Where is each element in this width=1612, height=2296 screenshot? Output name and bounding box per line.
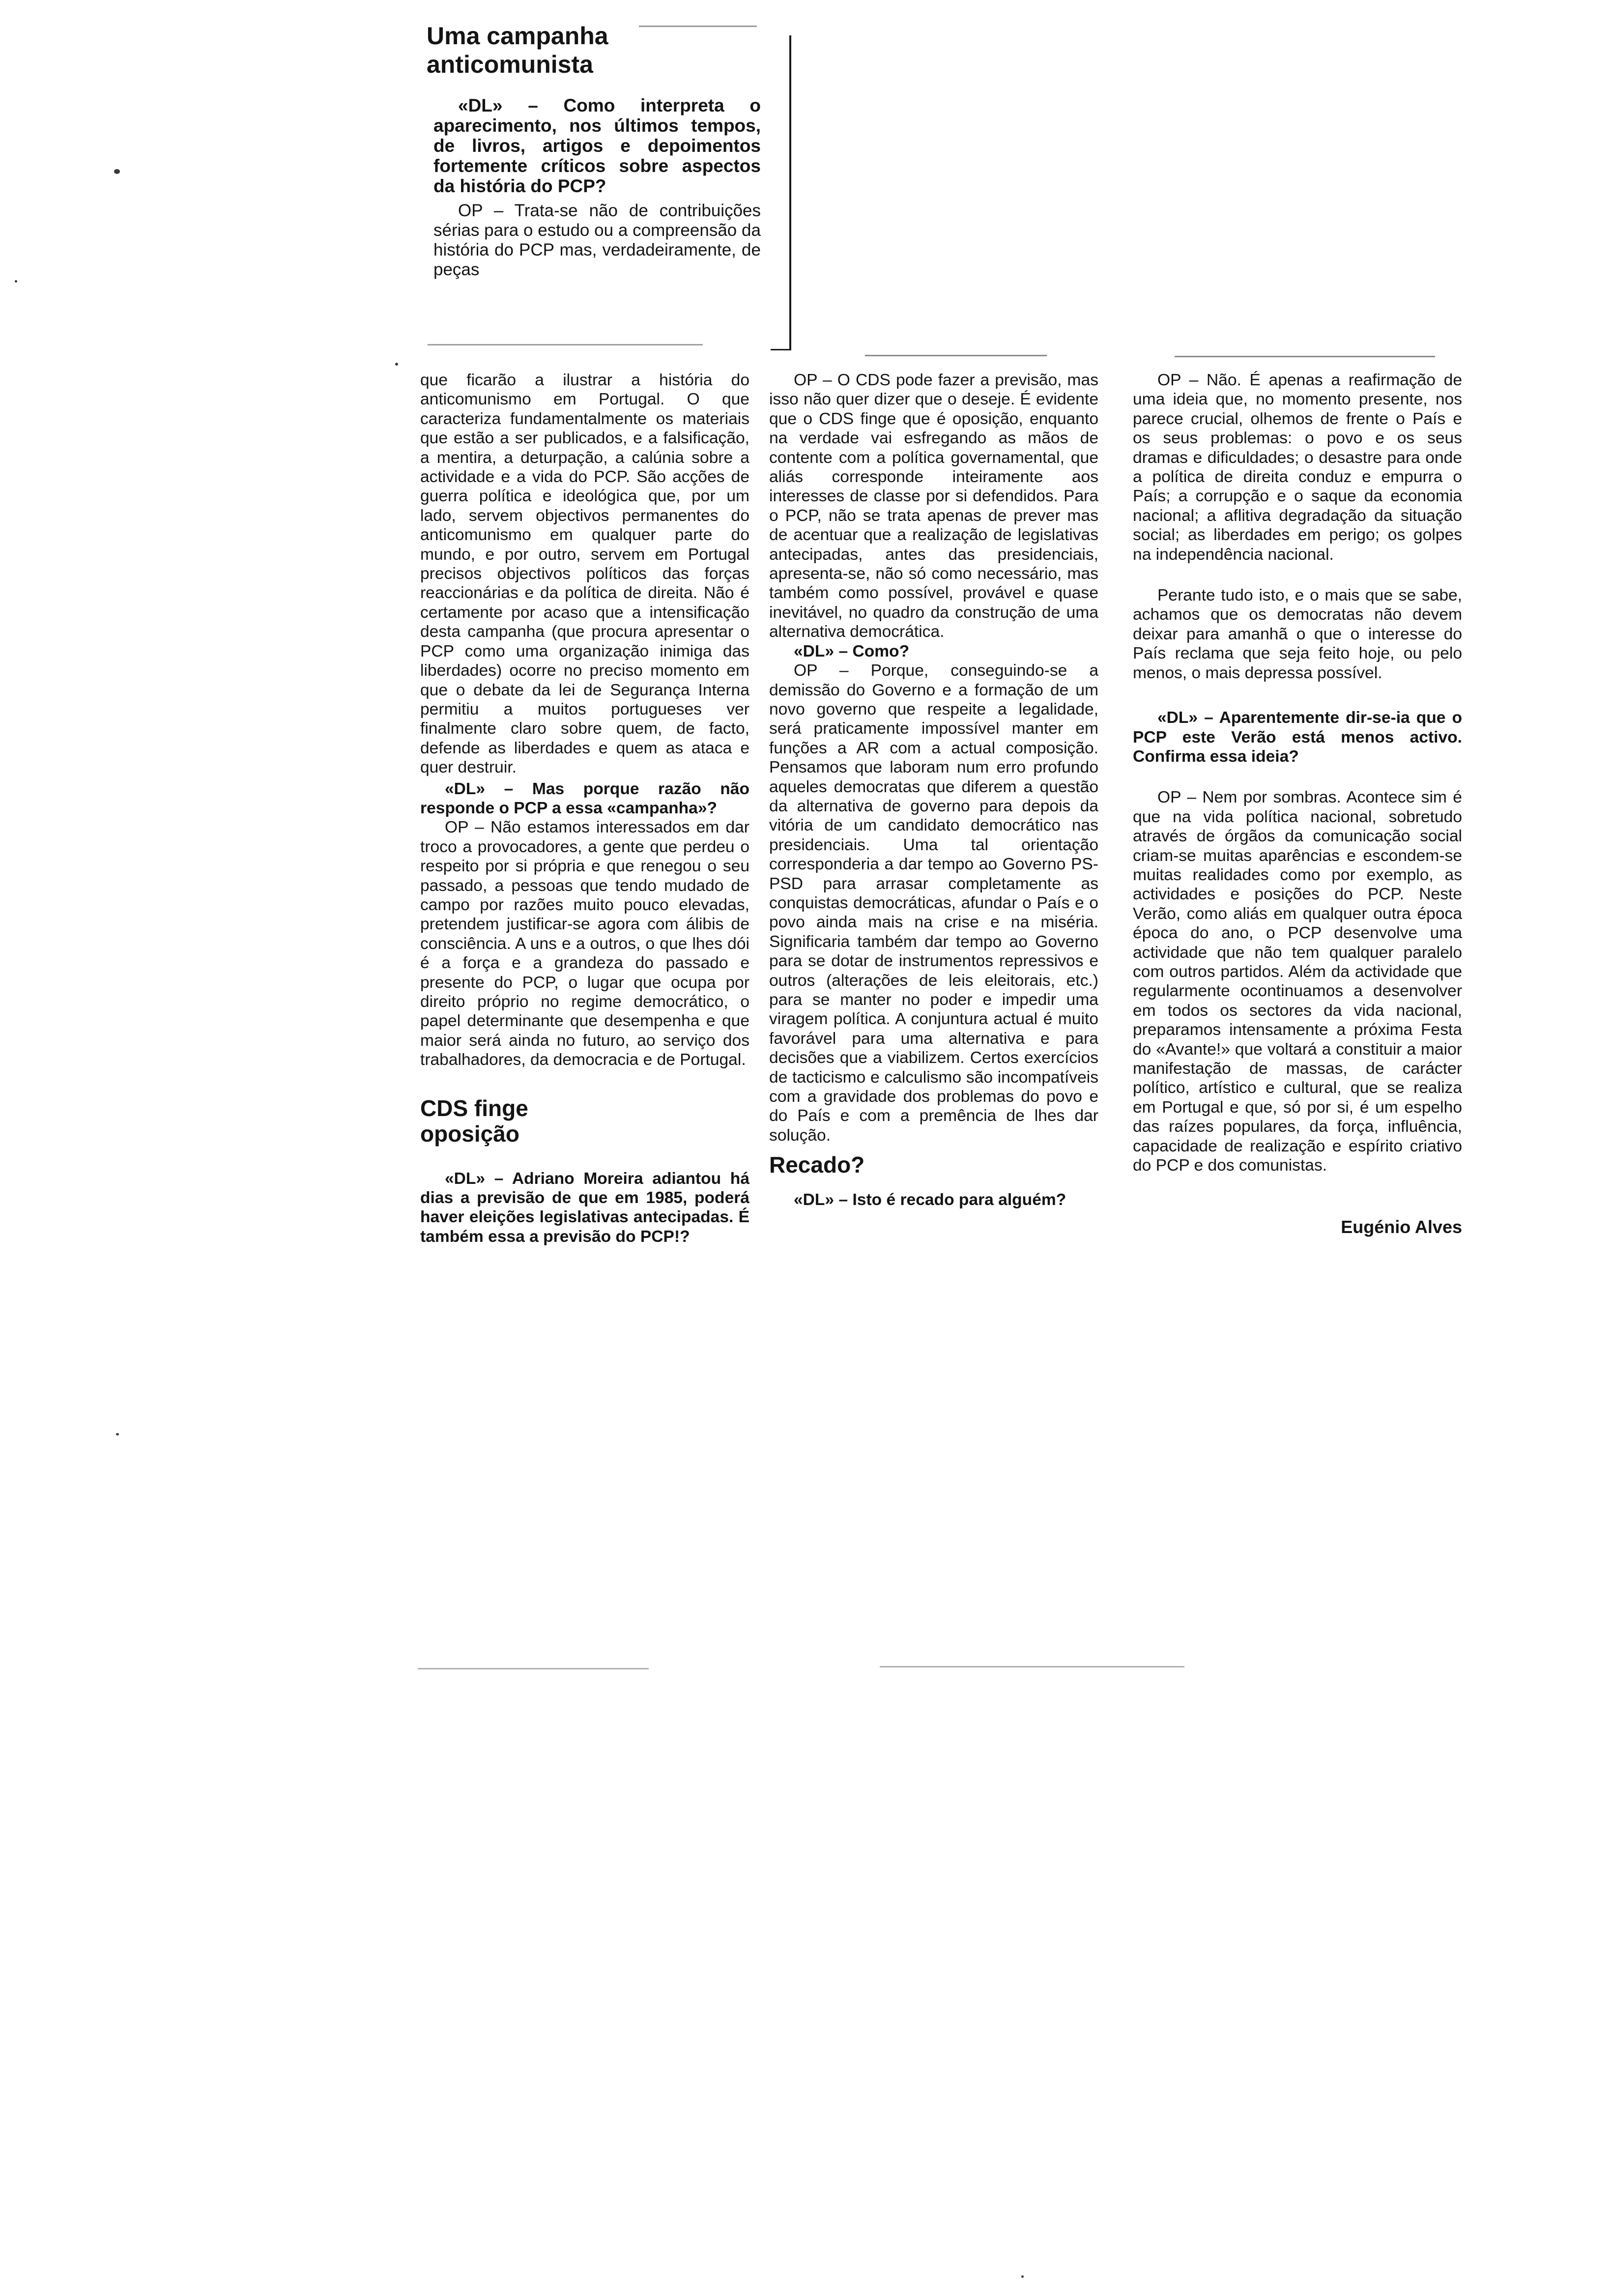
- column-3: [1133, 371, 1462, 1255]
- column-1: [420, 371, 749, 1246]
- scan-speck: [1021, 2275, 1024, 2278]
- scan-dash: [418, 1668, 649, 1669]
- section-heading-cds-line2: oposição: [420, 1120, 519, 1147]
- scan-speck: [114, 169, 120, 174]
- col2-paragraph-1: OP – O CDS pode fazer a previsão, mas isso não quer dizer que o deseje. É evidente que o CDS finge que é oposição, enquanto na verdade vai esfregando as mãos de contente com a política governamental, que aliás corresponde inteiramente aos interesses de classe por si defendidos. Para o PCP, não se trata apenas de prever mas de acentuar que a realização de legislativas antecipadas, antes das presidenciais, apresenta-se, não só como necessário, mas também como possível, provável e quase inevitável, no quadro da construção de uma alternativa democrática.: [769, 371, 1098, 641]
- scan-speck: [116, 1433, 119, 1435]
- intro-title-line1: Uma campanha: [427, 22, 608, 50]
- scan-speck: [15, 280, 17, 283]
- intro-question: «DL» – Como interpreta o aparecimento, nos últimos tempos, de livros, artigos e depoimentos fortemente críticos sobre aspectos da história do PCP?: [433, 95, 761, 196]
- intro-title-line2: anticomunista: [427, 51, 593, 78]
- scan-dash: [865, 355, 1047, 356]
- col1-question-3: «DL» – Adriano Moreira adiantou há dias a previsão de que em 1985, poderá haver eleições legislativas antecipadas. É também essa a previsão do PCP!?: [420, 1169, 749, 1246]
- col2-question-3: «DL» – Isto é recado para alguém?: [794, 1191, 1066, 1209]
- scan-dash: [1175, 356, 1435, 357]
- col1-paragraph-1: que ficarão a ilustrar a história do anticomunismo em Portugal. O que caracteriza fundamentalmente os materiais que estão a ser publicados, e a falsificação, a mentira, a deturpação, a calúnia sobre a actividade e a vida do PCP. São acções de guerra política e ideológica que, por um lado, servem objectivos permanentes do anticomunismo em qualquer parte do mundo, e por outro, servem em Portugal precisos objectivos políticos das forças reaccionárias e da política de direita. Não é certamente por acaso que a intensificação desta campanha (que procura apresentar o PCP como uma organização inimiga das liberdades) ocorre no preciso momento em que o debate da lei de Segurança Interna permitiu a muitos portugueses ver finalmente claro sobre quem, de facto, defende as liberdades e quem as ataca e quer destruir.: [420, 371, 749, 777]
- col2-paragraph-2: OP – Porque, conseguindo-se a demissão do Governo e a formação de um novo governo que respeite a legalidade, será praticamente impossível manter em funções a AR com a actual composição. Pensamos que laboram num erro profundo aqueles democratas que diferem a questão da alternativa de governo para depois da vitória de um candidato democrático nas presidenciais. Uma tal orientação corresponderia a dar tempo ao Governo PS-PSD para arrasar completamente as conquistas democráticas, afundar o País e o povo ainda mais na crise e na miséria. Significaria também dar tempo ao Governo para se dotar de instrumentos repressivos e outros (alterações de leis eleitorais, etc.) para se manter no poder e impedir uma viragem política. A conjuntura actual é muito favorável para uma alternativa e para decisões que a viabilizem. Certos exercícios de tacticismo e calculismo são incompatíveis com a gravidade dos problemas do povo e do País e com a premência de lhes dar solução.: [769, 661, 1098, 1145]
- col3-paragraph-2: Perante tudo isto, e o mais que se sabe, achamos que os democratas não devem deixar para amanhã o que o interesse do País reclama que seja feito hoje, ou pelo menos, o mais depressa possível.: [1133, 586, 1462, 682]
- scan-dash: [639, 26, 757, 27]
- scan-dash: [428, 344, 703, 345]
- section-heading-cds-line1: CDS finge: [420, 1095, 528, 1121]
- scan-speck: [395, 363, 398, 366]
- col2-question-2: «DL» – Como?: [794, 642, 910, 660]
- intro-answer: OP – Trata-se não de contribuições sérias para o estudo ou a compreensão da história do PCP mas, verdadeiramente, de peças: [433, 201, 761, 279]
- author-signature: Eugénio Alves: [1341, 1217, 1462, 1237]
- scan-dash: [880, 1666, 1184, 1667]
- intro-box: [427, 22, 761, 280]
- col3-paragraph-1: OP – Não. É apenas a reafirmação de uma ideia que, no momento presente, nos parece crucial, olhemos de frente o País e os seus problemas: o povo e os seus dramas e dificuldades; o desastre para onde a política de direita conduz e empurra o País; a corrupção e o saque da economia nacional; a aflitiva degradação da situação social; as liberdades em perigo; os golpes na independência nacional.: [1133, 371, 1462, 564]
- column-2: [769, 371, 1098, 1210]
- intro-box-frame: [771, 35, 791, 350]
- col3-paragraph-3: OP – Nem por sombras. Acontece sim é que na vida política nacional, sobretudo através de órgãos da comunicação social criam-se muitas aparências e escondem-se muitas realidades como por exemplo, as actividades e posições do PCP. Neste Verão, como aliás em qualquer outra época época do ano, o PCP desenvolve uma actividade que não tem qualquer paralelo com outros partidos. Além da actividade que regularmente ocontinuamos a desenvolver em todos os sectores da vida nacional, preparamos intensamente a próxima Festa do «Avante!» que voltará a constituir a maior manifestação de massas, de carácter político, artístico e cultural, que se realiza em Portugal e que, só por si, é um espelho das raízes populares, da força, influência, capacidade de realização e espírito criativo do PCP e dos comunistas.: [1133, 788, 1462, 1175]
- col3-question-2: «DL» – Aparentemente dir-se-ia que o PCP este Verão está menos activo. Confirma essa ideia?: [1133, 709, 1462, 766]
- col1-paragraph-2: OP – Não estamos interessados em dar troco a provocadores, a gente que perdeu o respeito por si própria e que renegou o seu passado, a pessoas que tendo mudado de campo por razões muito pouco elevadas, pretendem justificar-se agora com álibis de consciência. A uns e a outros, o que lhes dói é a força e a grandeza do passado e presente do PCP, o lugar que ocupa por direito próprio no regime democrático, o papel determinante que desempenha e que maior será ainda no futuro, ao serviço dos trabalhadores, da democracia e de Portugal.: [420, 818, 749, 1069]
- section-heading-recado: Recado?: [769, 1152, 865, 1178]
- col1-question-2: «DL» – Mas porque razão não responde o PCP a essa «campanha»?: [420, 779, 749, 817]
